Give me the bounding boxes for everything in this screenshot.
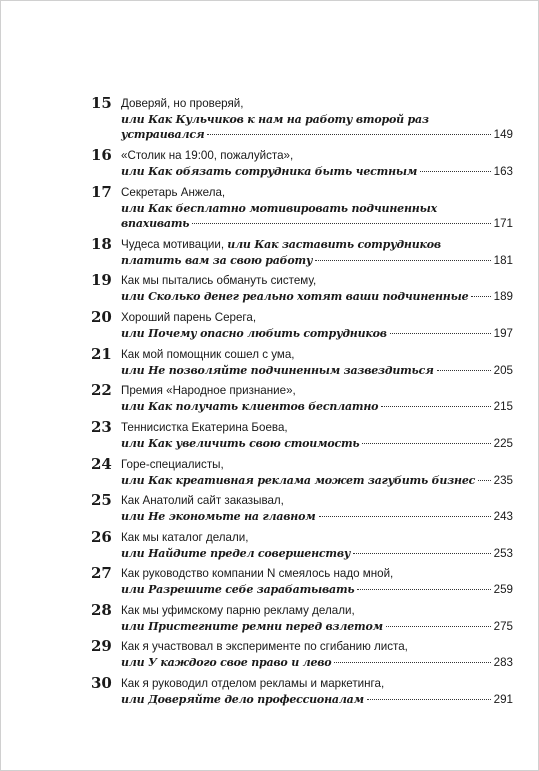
toc-entry: [91, 639, 513, 670]
toc-line: [121, 676, 513, 692]
toc-line-text: [121, 113, 429, 126]
chapter-title: Как руководство компании N смеялось надо мной,: [121, 567, 394, 580]
chapter-number: 26: [91, 528, 112, 546]
dot-leader: [420, 170, 491, 172]
chapter-subtitle: устраивался: [121, 128, 205, 141]
toc-line: [121, 493, 513, 509]
toc-line-text: [121, 619, 383, 635]
dot-leader: [357, 588, 490, 590]
toc-line-text: [121, 164, 417, 180]
toc-last-line: [121, 692, 513, 708]
chapter-number: 23: [91, 418, 112, 436]
dot-leader: [207, 133, 490, 135]
chapter-number: 15: [91, 94, 112, 112]
dot-leader: [381, 405, 490, 407]
toc-line-text: [121, 509, 316, 525]
chapter-title: Секретарь Анжела,: [121, 186, 226, 199]
toc-line-text: [121, 238, 441, 251]
toc-line-text: [121, 127, 204, 143]
chapter-number: 18: [91, 235, 112, 253]
chapter-title: Премия «Народное признание»,: [121, 384, 296, 397]
dot-leader: [367, 698, 491, 700]
toc-line: [121, 201, 513, 217]
page-number: 149: [493, 128, 513, 141]
toc-last-line: [121, 399, 513, 415]
toc-line-text: [121, 567, 393, 580]
toc-line: [121, 457, 513, 473]
toc-last-line: [121, 582, 513, 598]
toc-entry: [91, 603, 513, 634]
toc-entry: [91, 96, 513, 143]
chapter-title: Доверяй, но проверяй,: [121, 97, 244, 110]
toc-line: [121, 420, 513, 436]
toc-line-text: [121, 692, 364, 708]
dot-leader: [386, 625, 491, 627]
toc-line-text: [121, 186, 225, 199]
chapter-number: 28: [91, 601, 112, 619]
chapter-subtitle: или Не позволяйте подчиненным зазвездиться: [121, 363, 434, 377]
chapter-number: 29: [91, 637, 112, 655]
chapter-title: Как мой помощник сошел с ума,: [121, 348, 295, 361]
toc-line-text: [121, 216, 189, 232]
toc-line-text: [121, 582, 354, 598]
page-number: 275: [493, 619, 513, 633]
toc-line: [121, 530, 513, 546]
toc-line-text: [121, 677, 384, 690]
chapter-title: Чудеса мотивации,: [121, 238, 228, 251]
toc-line-text: [121, 531, 248, 544]
page-number: 181: [493, 253, 513, 267]
chapter-title: Теннисистка Екатерина Боева,: [121, 421, 288, 434]
dot-leader: [353, 552, 490, 554]
toc-entry: [91, 383, 513, 414]
page-number: 171: [493, 217, 513, 230]
chapter-subtitle: или Как креативная реклама может загубить бизнес: [121, 473, 476, 487]
toc-line-text: [121, 384, 296, 397]
chapter-number: 19: [91, 271, 112, 289]
chapter-number: 17: [91, 183, 112, 201]
toc-last-line: [121, 619, 513, 635]
chapter-title: Горе-специалисты,: [121, 458, 224, 471]
dot-leader: [192, 222, 490, 224]
toc-last-line: [121, 216, 513, 232]
page-number: 215: [493, 399, 513, 413]
toc-line-text: [121, 421, 288, 434]
toc-line: [121, 185, 513, 201]
toc-last-line: [121, 655, 513, 671]
dot-leader: [315, 259, 490, 261]
toc-line: [121, 148, 513, 164]
page-number: 205: [493, 363, 513, 377]
toc-line-text: [121, 326, 387, 342]
toc-line: [121, 237, 513, 253]
chapter-subtitle: или Пристегните ремни перед взлетом: [121, 619, 383, 633]
chapter-title: Как мы каталог делали,: [121, 531, 249, 544]
toc-line: [121, 566, 513, 582]
toc-line-text: [121, 655, 331, 671]
toc-line-text: [121, 311, 256, 324]
page-number: 243: [493, 509, 513, 523]
page-number: 283: [493, 655, 513, 669]
chapter-number: 20: [91, 308, 112, 326]
dot-leader: [334, 661, 490, 663]
toc-line-text: [121, 640, 408, 653]
chapter-number: 27: [91, 564, 112, 582]
toc-line-text: [121, 458, 224, 471]
page-number: 225: [493, 436, 513, 450]
page-number: 189: [493, 289, 513, 303]
toc-line: [121, 639, 513, 655]
toc-entry: [91, 493, 513, 524]
dot-leader: [390, 332, 491, 334]
toc-line-text: [121, 494, 284, 507]
chapter-number: 22: [91, 381, 112, 399]
toc-last-line: [121, 164, 513, 180]
chapter-subtitle: или Как обязать сотрудника быть честным: [121, 164, 418, 178]
toc-line: [121, 112, 513, 128]
chapter-title: Как Анатолий сайт заказывал,: [121, 494, 284, 507]
toc-line-text: [121, 97, 243, 110]
chapter-subtitle: или Почему опасно любить сотрудников: [121, 326, 387, 340]
chapter-title: Как мы пытались обмануть систему,: [121, 274, 317, 287]
toc-line-text: [121, 202, 437, 215]
page-number: 235: [493, 473, 513, 487]
toc-entry: [91, 420, 513, 451]
toc-entry: [91, 310, 513, 341]
page-number: 197: [493, 326, 513, 340]
toc-entry: [91, 347, 513, 378]
page-number: 163: [493, 164, 513, 178]
chapter-subtitle: или Не экономьте на главном: [121, 509, 316, 523]
chapter-title: «Столик на 19:00, пожалуйста»,: [121, 149, 294, 162]
dot-leader: [437, 369, 491, 371]
dot-leader: [319, 515, 491, 517]
toc-last-line: [121, 127, 513, 143]
chapter-subtitle: или Как Кульчиков к нам на работу второй раз: [121, 112, 429, 126]
toc-entry: [91, 457, 513, 488]
toc-last-line: [121, 289, 513, 305]
toc-line: [121, 383, 513, 399]
toc-last-line: [121, 546, 513, 562]
toc-line-text: [121, 348, 295, 361]
toc-last-line: [121, 473, 513, 489]
chapter-subtitle: или Найдите предел совершенству: [121, 546, 351, 560]
toc-entry: [91, 530, 513, 561]
toc-line: [121, 96, 513, 112]
chapter-subtitle: впахивать: [121, 217, 190, 230]
toc-line-text: [121, 274, 316, 287]
chapter-subtitle: или Как заставить сотрудников: [227, 238, 441, 251]
chapter-subtitle: платить вам за свою работу: [121, 253, 313, 267]
toc-line-text: [121, 363, 434, 379]
chapter-subtitle: или Разрешите себе зарабатывать: [121, 582, 355, 596]
chapter-subtitle: или Сколько денег реально хотят ваши подчиненные: [121, 289, 469, 303]
chapter-number: 16: [91, 146, 112, 164]
toc-last-line: [121, 253, 513, 269]
toc-entry: [91, 676, 513, 707]
toc-entry: [91, 273, 513, 304]
chapter-subtitle: или Как увеличить свою стоимость: [121, 436, 360, 450]
toc-line: [121, 310, 513, 326]
toc-line: [121, 347, 513, 363]
chapter-subtitle: или У каждого свое право и лево: [121, 655, 332, 669]
toc-last-line: [121, 326, 513, 342]
dot-leader: [471, 295, 490, 297]
toc-line: [121, 603, 513, 619]
chapter-number: 21: [91, 345, 112, 363]
toc-line-text: [121, 604, 355, 617]
toc-line-text: [121, 289, 468, 305]
chapter-subtitle: или Как бесплатно мотивировать подчиненных: [121, 201, 437, 215]
toc-entry: [91, 237, 513, 268]
chapter-number: 30: [91, 674, 112, 692]
toc-last-line: [121, 363, 513, 379]
chapter-title: Как мы уфимскому парню рекламу делали,: [121, 604, 355, 617]
chapter-number: 24: [91, 455, 112, 473]
toc-line-text: [121, 253, 312, 269]
toc-line-text: [121, 546, 350, 562]
dot-leader: [362, 442, 490, 444]
page-number: 253: [493, 546, 513, 560]
toc-line-text: [121, 149, 293, 162]
toc-line-text: [121, 399, 378, 415]
toc-line: [121, 273, 513, 289]
toc-last-line: [121, 509, 513, 525]
chapter-title: Как я участвовал в эксперименте по сгибанию листа,: [121, 640, 408, 653]
toc-last-line: [121, 436, 513, 452]
toc-line-text: [121, 473, 475, 489]
chapter-title: Хороший парень Серега,: [121, 311, 257, 324]
chapter-title: Как я руководил отделом рекламы и маркетинга,: [121, 677, 385, 690]
chapter-subtitle: или Как получать клиентов бесплатно: [121, 399, 379, 413]
chapter-number: 25: [91, 491, 112, 509]
page-number: 291: [493, 692, 513, 706]
chapter-subtitle: или Доверяйте дело профессионалам: [121, 692, 364, 706]
dot-leader: [478, 479, 491, 481]
toc-line-text: [121, 436, 359, 452]
toc-entry: [91, 148, 513, 179]
toc-entry: [91, 566, 513, 597]
page-number: 259: [493, 582, 513, 596]
toc-entry: [91, 185, 513, 232]
